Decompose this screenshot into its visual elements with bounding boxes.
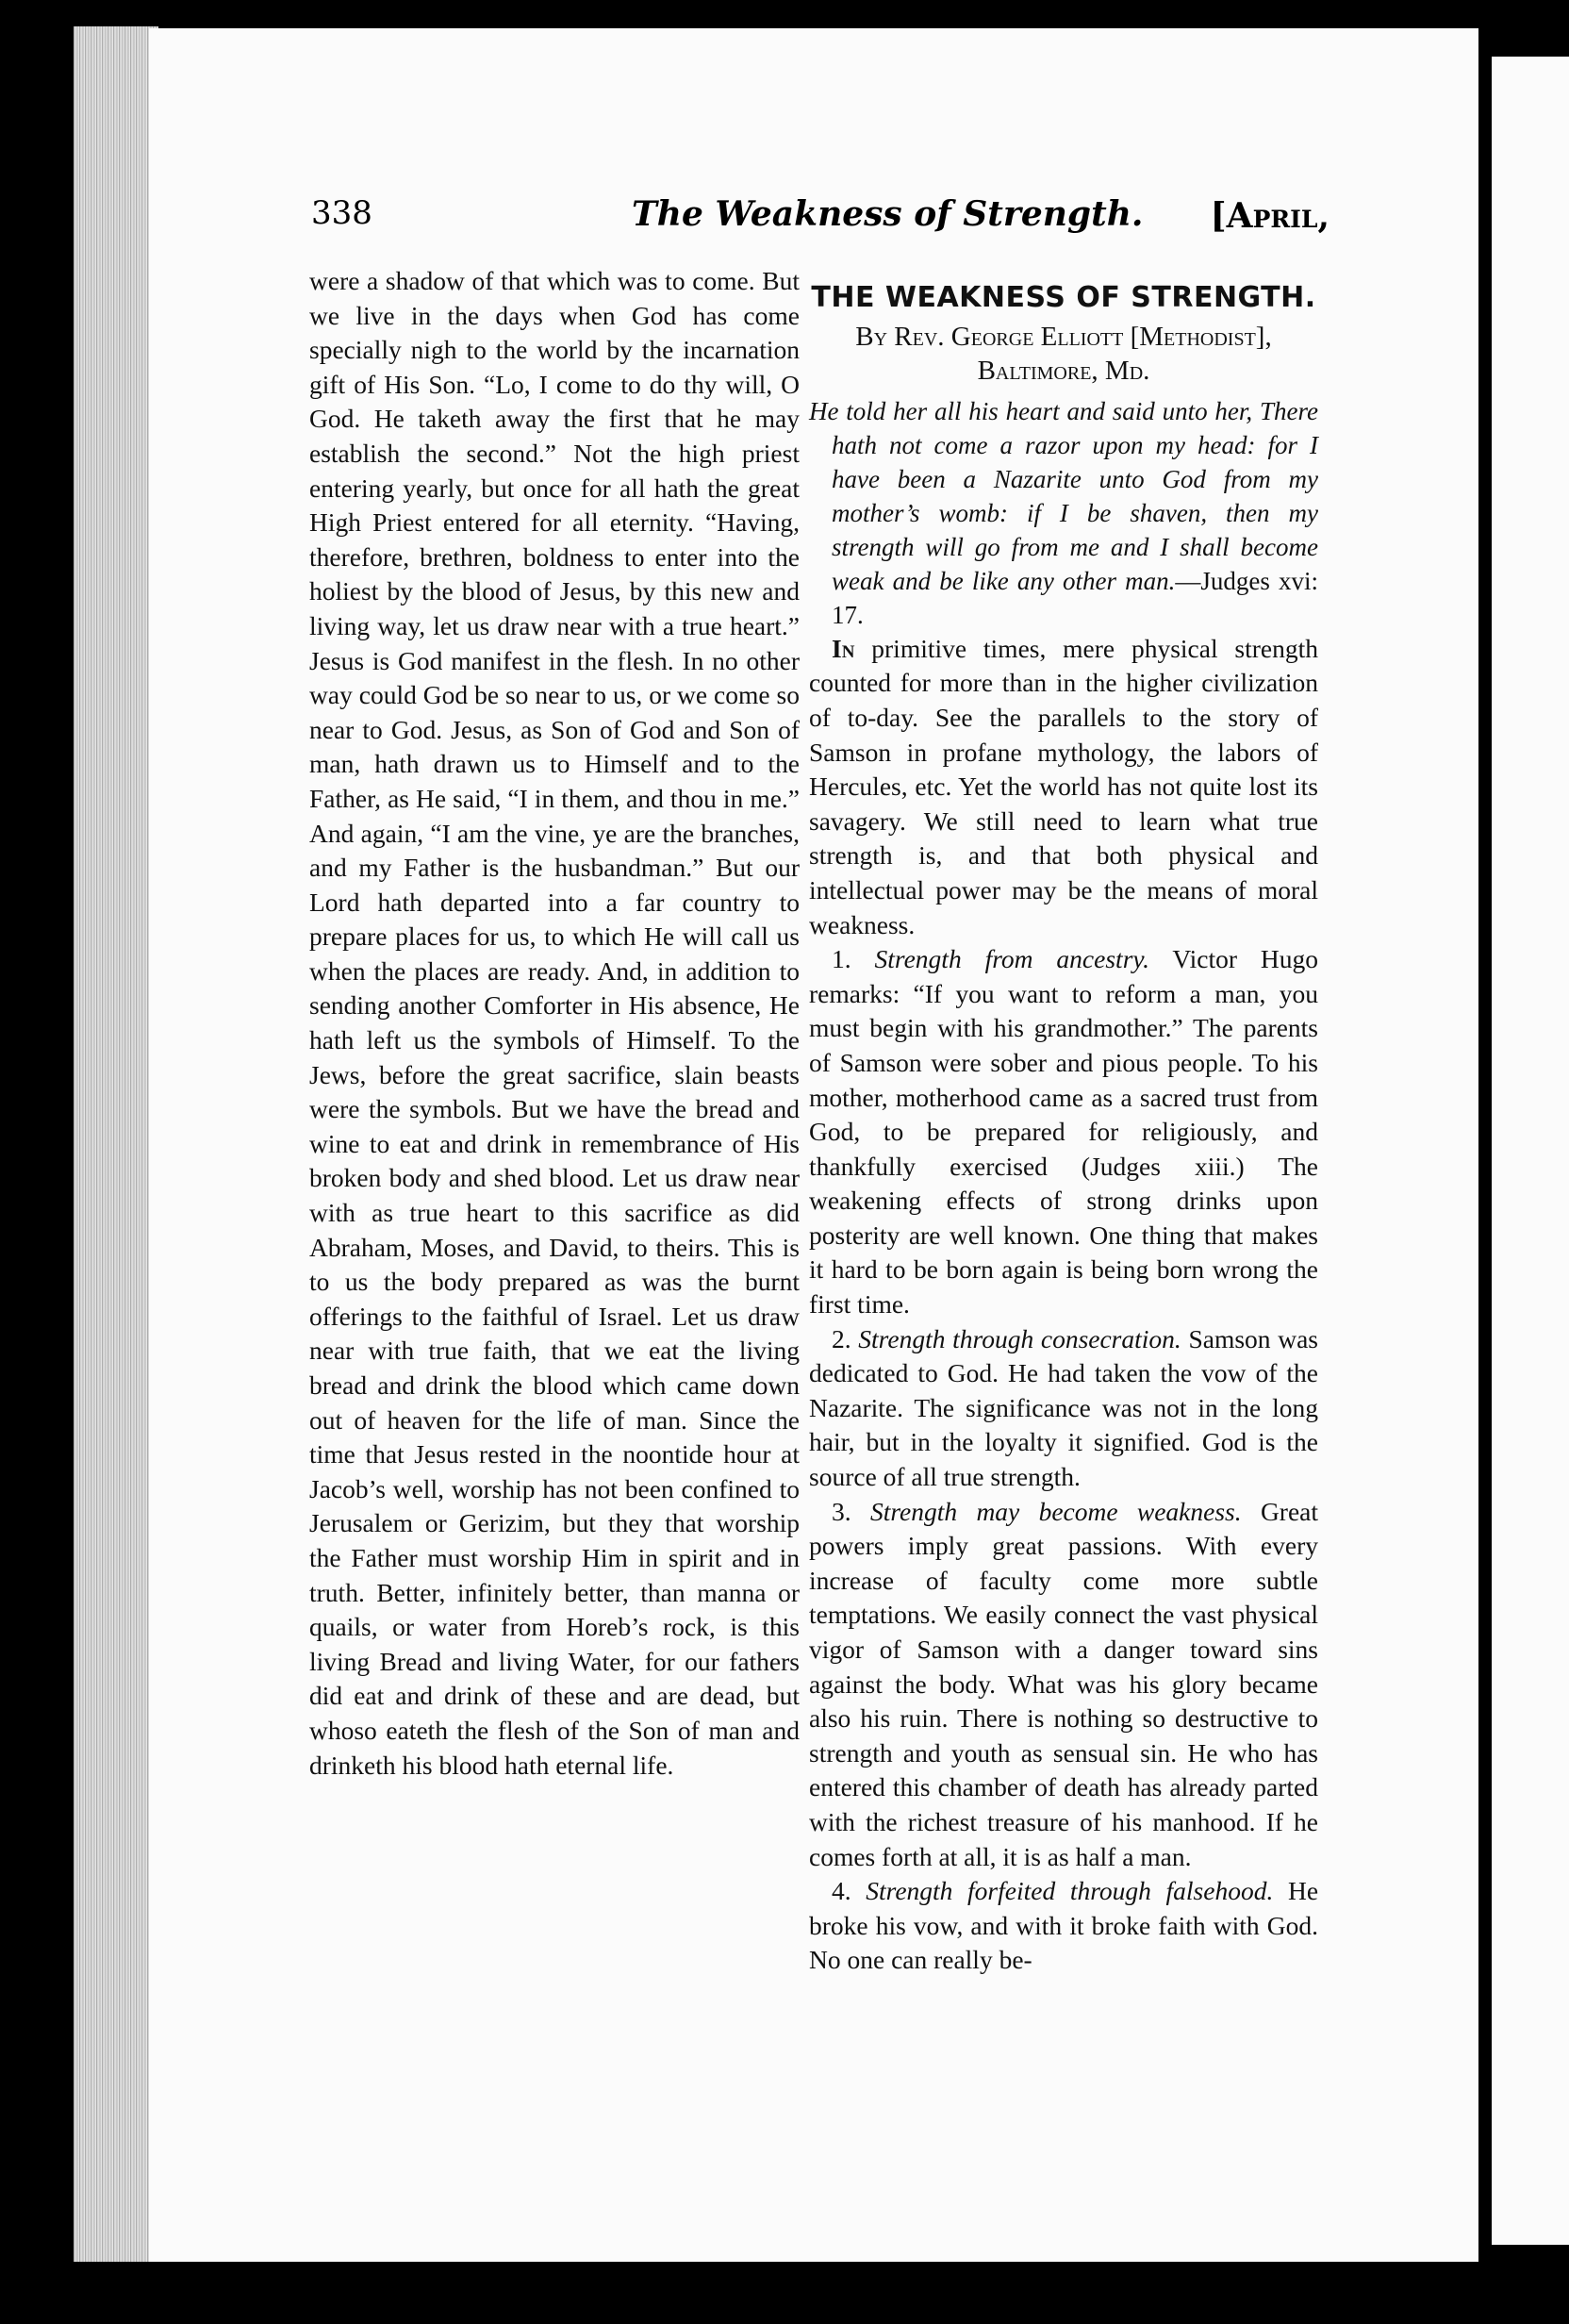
- epigraph-text: He told her all his heart and said unto her, There hath not come a razor upon my head: for I have been a Nazarite unto God from my mother’s womb: if I be shaven, then my strength will go from me and I shall become weak and be like any other man.: [809, 396, 1318, 595]
- left-column: [309, 264, 800, 1783]
- point-number: 4.: [832, 1876, 851, 1906]
- right-column: [809, 281, 1318, 1978]
- book-page-edges: [74, 26, 158, 2262]
- point-heading: Strength through consecration.: [858, 1323, 1181, 1353]
- point-text: Victor Hugo remarks: “If you want to reform a man, you must begin with his grandmother.” The parents of Samson were sober and pious people. To his mother, motherhood came as a sacred trust from God, to be prepared for religiously, and thankfully exercised (Judges xiii.) The weakening effects of strong drinks upon posterity are well known. One thing that makes it hard to be born again is being born wrong the first time.: [809, 944, 1319, 1320]
- intro-lead-word: In: [832, 633, 855, 663]
- point-paragraph: [809, 942, 1318, 1322]
- intro-paragraph: [809, 632, 1318, 942]
- page-number: 338: [311, 194, 372, 232]
- epigraph-reference: —Judges xvi: 17.: [832, 566, 1318, 629]
- article-byline: By Rev. George Elliott [Methodist],: [855, 321, 1272, 352]
- facing-page-edge: [1492, 57, 1569, 2245]
- left-column-text: were a shadow of that which was to come. But we live in the days when God has come specially nigh to the world by the incarnation gift of His Son. “Lo, I come to do thy will, O God. He taketh away the first that he may establish the second.” Not the high priest entering yearly, but once for all hath the great High Priest entered for all eternity. “Having, therefore, brethren, boldness to enter into the holiest by the blood of Jesus, by this new and living way, let us draw near with a true heart.” Jesus is God manifest in the flesh. In no other way could God be so near to us, or we come so near to God. Jesus, as Son of God and Son of man, hath drawn us to Himself and to the Father, as He said, “I in them, and thou in me.” And again, “I am the vine, ye are the branches, and my Father is the husbandman.” But our Lord hath departed into a far country to prepare places for us, to which He will call us when the places are ready. And, in addition to sending another Comforter in His absence, He hath left us the symbols of Himself. To the Jews, before the great sacrifice, slain beasts were the symbols. But we have the bread and wine to eat and drink in remembrance of His broken body and shed blood. Let us draw near with as true heart to this sacrifice as did Abraham, Moses, and David, to theirs. This is to us the body prepared as was the burnt offerings to the faithful of Israel. Let us draw near with true faith, that we eat the living bread and drink the blood which came down out of heaven for the life of man. Since the time that Jesus rested in the noontide hour at Jacob’s well, worship has not been confined to Jerusalem or Gerizim, but they that worship the Father must worship Him in spirit and in truth. Better, infinitely better, than manna or quails, or water from Horeb’s rock, is this living Bread and living Water, for our fathers did eat and drink of these and are dead, but whoso eateth the flesh of the Son of man and drinketh his blood hath eternal life.: [309, 266, 800, 1780]
- point-number: 3.: [832, 1496, 851, 1526]
- point-paragraph: [809, 1495, 1318, 1875]
- point-heading: Strength may become weakness.: [869, 1496, 1242, 1526]
- point-number: 1.: [832, 944, 851, 974]
- epigraph: [809, 394, 1318, 632]
- article-location: Baltimore, Md.: [977, 356, 1150, 387]
- point-text: Great powers imply great passions. With every increase of faculty come more subtle temptations. We easily connect the vast physical vigor of Samson with a danger toward sins against the body. What was his glory became also his ruin. There is nothing so destructive to strength and youth as sensual sin. He who has entered this chamber of death has already parted with the richest treasure of his manhood. If he comes forth at all, it is as half a man.: [809, 1496, 1319, 1871]
- point-heading: Strength from ancestry.: [874, 944, 1149, 974]
- running-title: The Weakness of Strength.: [632, 194, 1144, 234]
- point-paragraph: [809, 1322, 1318, 1495]
- point-text: Samson was dedicated to God. He had taken the vow of the Nazarite. The significance was not in the long hair, but in the loyalty it signified. God is the source of all true strength.: [809, 1323, 1318, 1492]
- point-paragraph: [809, 1874, 1318, 1978]
- point-text: He broke his vow, and with it broke faith with God. No one can really be-: [809, 1876, 1319, 1975]
- article-title: THE WEAKNESS OF STRENGTH.: [811, 281, 1316, 314]
- intro-text: primitive times, mere physical strength counted for more than in the higher civilization of to-day. See the parallels to the story of Samson in profane mythology, the labors of Hercules, etc. Yet the world has not quite lost its savagery. We still need to learn what true strength is, and that both physical and intellectual power may be the means of moral weakness.: [809, 633, 1318, 939]
- point-heading: Strength forfeited through falsehood.: [866, 1876, 1274, 1906]
- point-number: 2.: [832, 1323, 851, 1353]
- page-header: [311, 194, 1330, 251]
- issue-month: [April,: [1210, 196, 1330, 236]
